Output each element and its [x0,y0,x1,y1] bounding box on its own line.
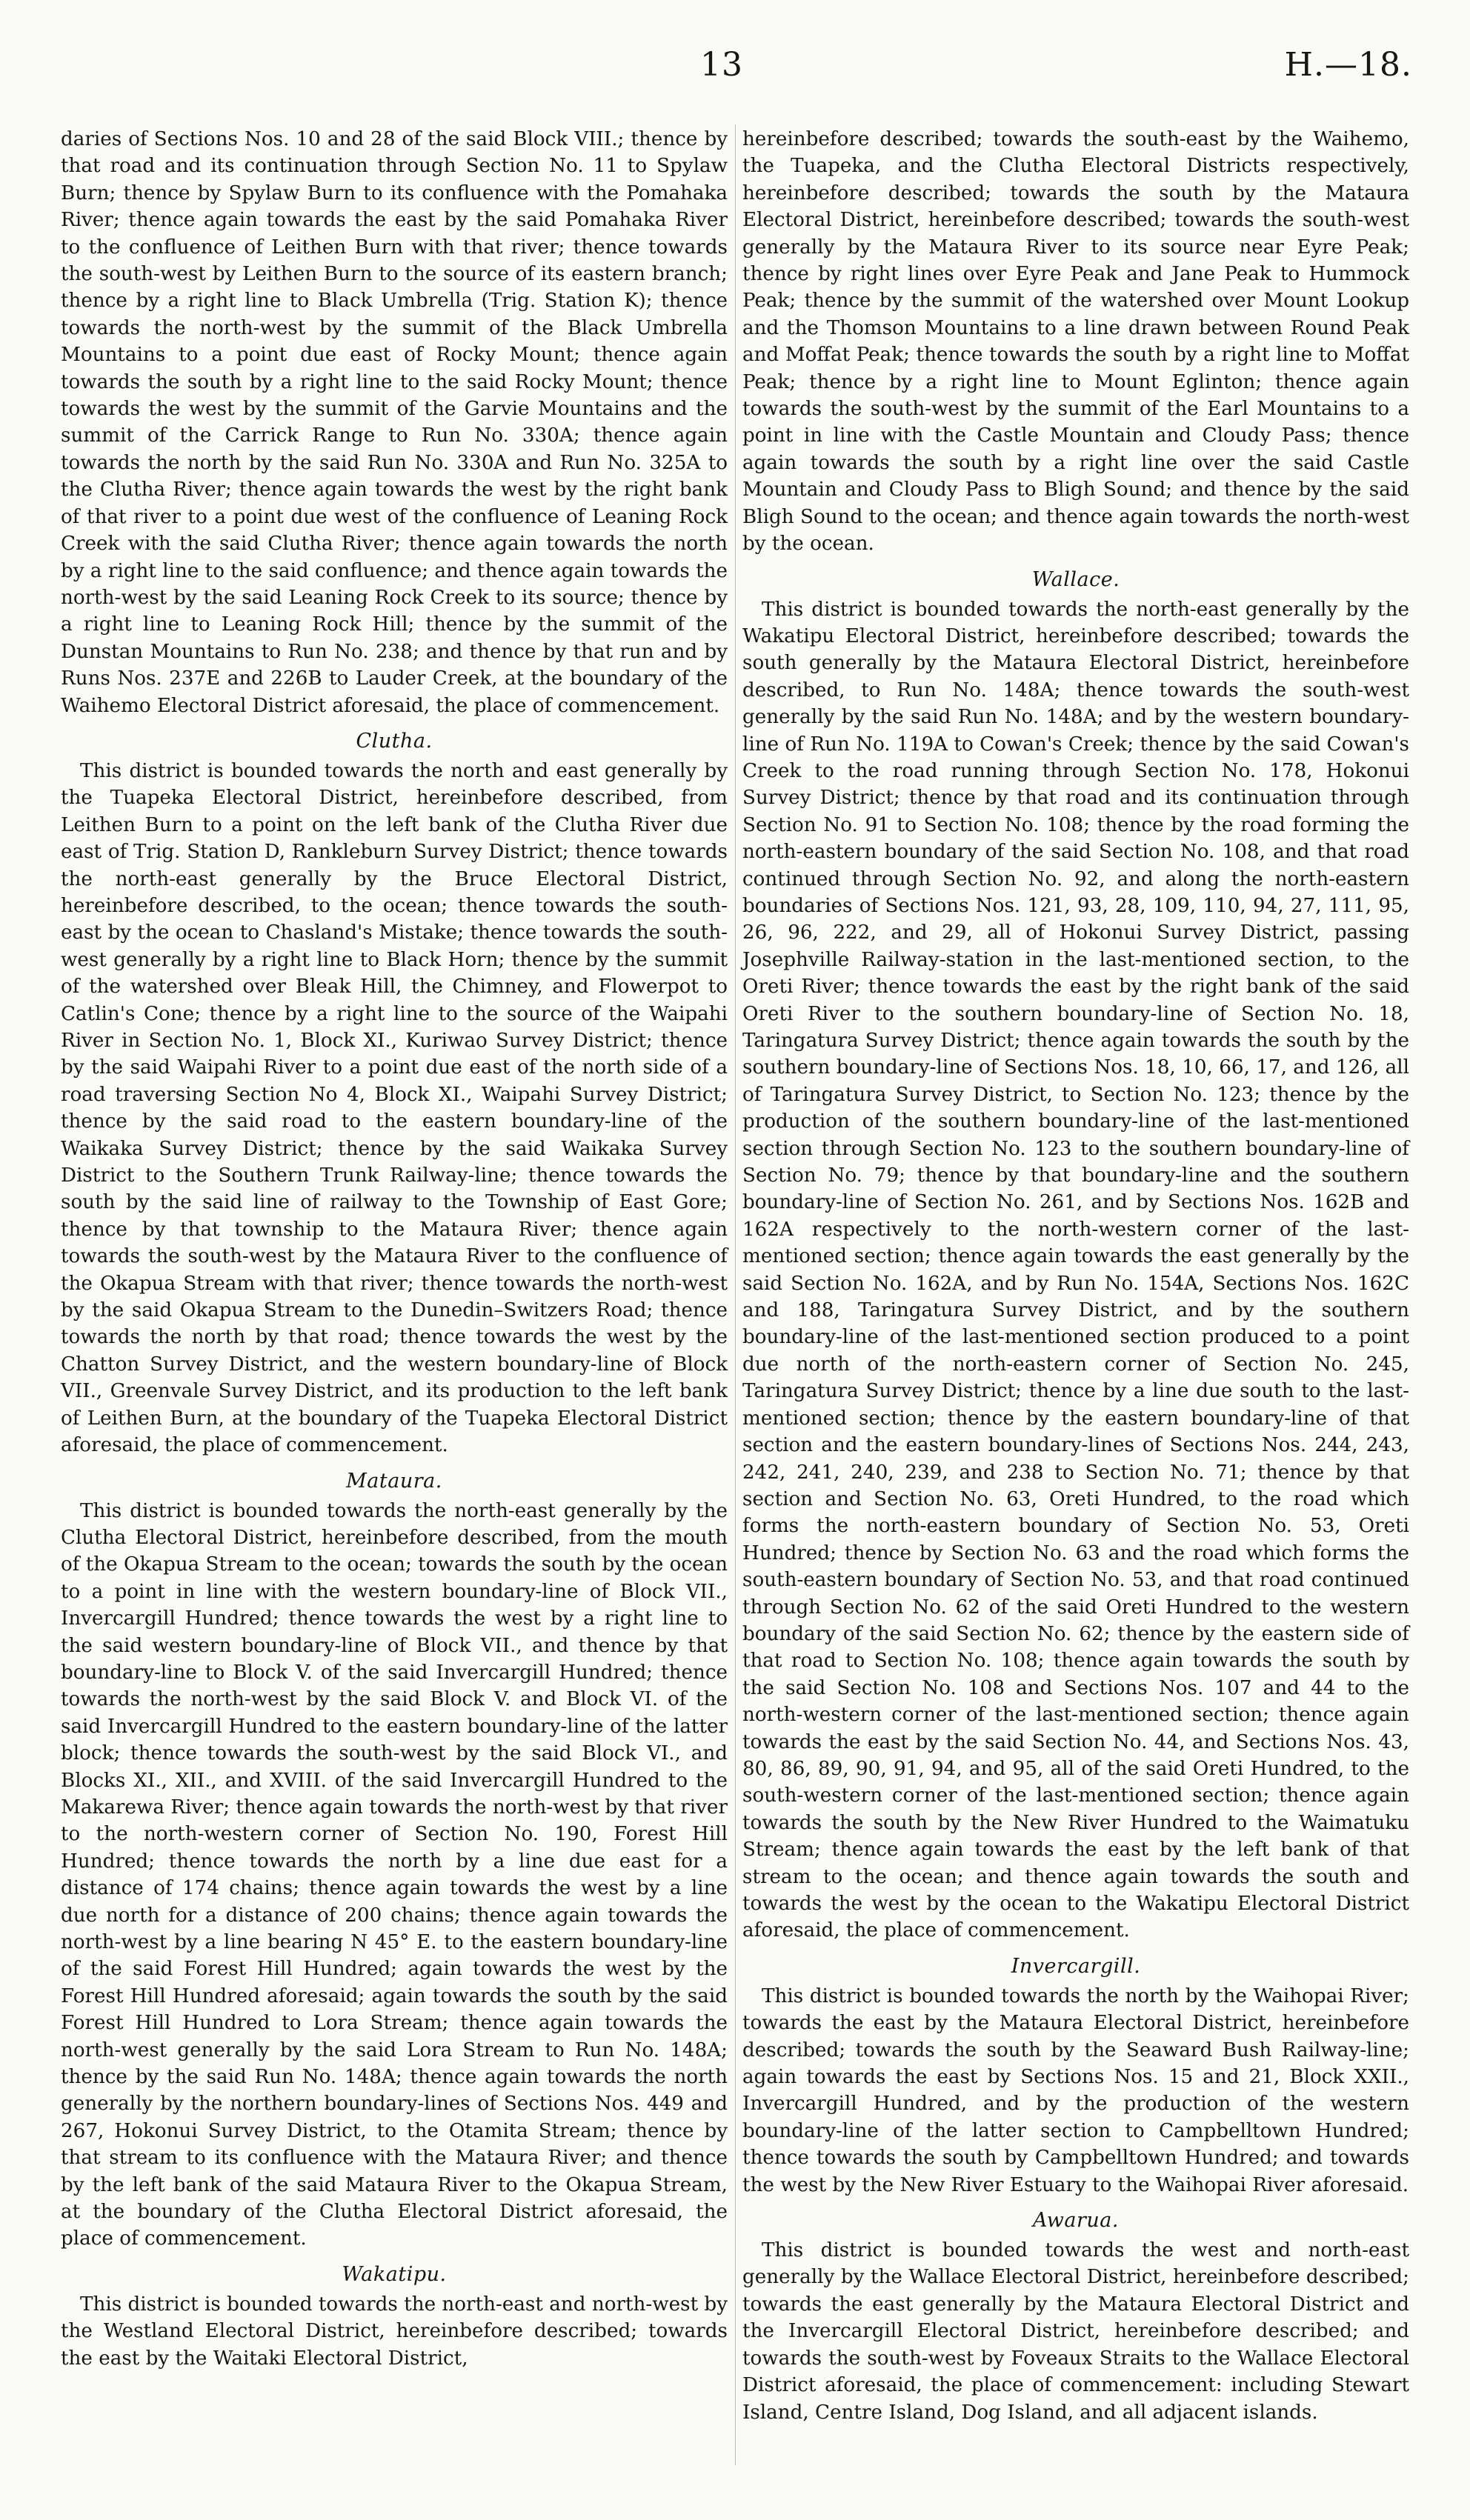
section-text-clutha: This district is bounded towards the north and east generally by the Tuapeka Electoral District, hereinbefore described, from Leithen Burn to a point on the left bank of the Clutha River due east of Trig. Station D, Rankleburn Survey District; thence towards the north-east generally by the Bruce Electoral District, hereinbefore described, to the ocean; thence towards the south-east by the ocean to Chasland's Mistake; thence towards the south-west generally by a right line to Black Horn; thence by the summit of the watershed over Bleak Hill, the Chimney, and Flowerpot to Catlin's Cone; thence by a right line to the source of the Waipahi River in Section No. 1, Block XI., Kuriwao Survey District; thence by the said Waipahi River to a point due east of the north side of a road traversing Section No 4, Block XI., Waipahi Survey District; thence by the said road to the eastern boundary-line of the Waikaka Survey District; thence by the said Waikaka Survey District to the Southern Trunk Railway-line; thence towards the south by the said line of railway to the Township of East Gore; thence by that township to the Mataura River; thence again towards the south-west by the Mataura River to the confluence of the Okapua Stream with that river; thence towards the north-west by the said Okapua Stream to the Dunedin–Switzers Road; thence towards the north by that road; thence towards the west by the Chatton Survey District, and the western boundary-line of Block VII., Greenvale Survey District, and its production to the left bank of Leithen Burn, at the boundary of the Tuapeka Electoral District aforesaid, the place of commencement. [61,759,728,1457]
continued-paragraph: daries of Sections Nos. 10 and 28 of the said Block VIII.; thence by that road and its continuation through Section No. 11 to Spylaw Burn; thence by Spylaw Burn to its confluence with the Pomahaka River; thence again towards the east by the said Pomahaka River to the confluence of Leithen Burn with that river; thence towards the south-west by Leithen Burn to the source of its eastern branch; thence by a right line to Black Umbrella (Trig. Station K); thence towards the north-west by the summit of the Black Umbrella Mountains to a point due east of Rocky Mount; thence again towards the south by a right line to the said Rocky Mount; thence towards the west by the summit of the Garvie Mountains and the summit of the Carrick Range to Run No. 330A; thence again towards the north by the said Run No. 330A and Run No. 325A to the Clutha River; thence again towards the west by the right bank of that river to a point due west of the confluence of Leaning Rock Creek with the said Clutha River; thence again towards the north by a right line to the said confluence; and thence again towards the north-west by the said Leaning Rock Creek to its source; thence by a right line to Leaning Rock Hill; thence by the summit of the Dunstan Mountains to Run No. 238; and thence by that run and by Runs Nos. 237E and 226B to Lauder Creek, at the boundary of the Waihemo Electoral District aforesaid, the place of commencement. [61,128,728,717]
column-divider [735,124,736,2465]
left-column [61,126,728,2372]
section-text-wakatipu: This district is bounded towards the north-east and north-west by the Westland Electoral District, hereinbefore described; towards the east by the Waitaki Electoral District, [61,2293,728,2370]
section-text-awarua: This district is bounded towards the west and north-east generally by the Wallace Electoral District, hereinbefore described; towards the east generally by the Mataura Electoral District and the Invercargill Electoral District, hereinbefore described; and towards the south-west by Foveaux Straits to the Wallace Electoral District aforesaid, the place of commencement: including Stewart Island, Centre Island, Dog Island, and all adjacent islands. [742,2239,1409,2424]
section-heading-clutha: Clutha. [356,729,433,753]
section-heading-wakatipu: Wakatipu. [342,2262,447,2286]
page-number: 13 [700,46,743,84]
page-header [0,46,1470,90]
section-heading-invercargill: Invercargill. [1011,1954,1141,1978]
section-text-invercargill: This district is bounded towards the north by the Waihopai River; towards the east by the Mataura Electoral District, hereinbefore described; towards the south by the Seaward Bush Railway-line; again towards the east by Sections Nos. 15 and 21, Block XXII., Invercargill Hundred, and by the production of the western boundary-line of the latter section to Campbelltown Hundred; thence towards the south by Campbelltown Hundred; and towards the west by the New River Estuary to the Waihopai River aforesaid. [742,1984,1409,2196]
section-text-wallace: This district is bounded towards the north-east generally by the Wakatipu Electoral District, hereinbefore described; towards the south generally by the Mataura Electoral District, hereinbefore described, to Run No. 148A; thence towards the south-west generally by the said Run No. 148A; and by the western boundary-line of Run No. 119A to Cowan's Creek; thence by the said Cowan's Creek to the road running through Section No. 178, Hokonui Survey District; thence by that road and its continuation through Section No. 91 to Section No. 108; thence by the road forming the north-eastern boundary of the said Section No. 108, and that road continued through Section No. 92, and along the north-eastern boundaries of Sections Nos. 121, 93, 28, 109, 110, 94, 27, 111, 95, 26, 96, 222, and 29, all of Hokonui Survey District, passing Josephville Railway-station in the last-mentioned section, to the Oreti River; thence towards the east by the right bank of the said Oreti River to the southern boundary-line of Section No. 18, Taringatura Survey District; thence again towards the south by the southern boundary-line of Sections Nos. 18, 10, 66, 17, and 126, all of Taringatura Survey District, to Section No. 123; thence by the production of the southern boundary-line of the last-mentioned section through Section No. 123 to the southern boundary-line of Section No. 79; thence by that boundary-line and the southern boundary-line of Section No. 261, and by Sections Nos. 162B and 162A respectively to the north-western corner of the last-mentioned section; thence again towards the east generally by the said Section No. 162A, and by Run No. 154A, Sections Nos. 162C and 188, Taringatura Survey District, and by the southern boundary-line of the last-mentioned section produced to a point due north of the north-eastern corner of Section No. 245, Taringatura Survey District; thence by a line due south to the last-mentioned section; thence by the eastern boundary-line of that section and the eastern boundary-lines of Sections Nos. 244, 243, 242, 241, 240, 239, and 238 to Section No. 71; thence by that section and Section No. 63, Oreti Hundred, to the road which forms the north-eastern boundary of Section No. 53, Oreti Hundred; thence by Section No. 63 and the road which forms the south-eastern boundary of Section No. 53, and that road continued through Section No. 62 of the said Oreti Hundred to the western boundary of the said Section No. 62; thence by the eastern side of that road to Section No. 108; thence again towards the south by the said Section No. 108 and Sections Nos. 107 and 44 to the north-western corner of the last-mentioned section; thence again towards the east by the said Section No. 44, and Sections Nos. 43, 80, 86, 89, 90, 91, 94, and 95, all of the said Oreti Hundred, to the south-western corner of the last-mentioned section; thence again towards the south by the New River Hundred to the Waimatuku Stream; thence again towards the east by the left bank of that stream to the ocean; and thence again towards the south and towards the west by the ocean to the Wakatipu Electoral District aforesaid, the place of commencement. [742,598,1409,1942]
section-text-mataura: This district is bounded towards the north-east generally by the Clutha Electoral District, hereinbefore described, from the mouth of the Okapua Stream to the ocean; towards the south by the ocean to a point in line with the western boundary-line of Block VII., Invercargill Hundred; thence towards the west by a right line to the said western boundary-line of Block VII., and thence by that boundary-line to Block V. of the said Invercargill Hundred; thence towards the north-west by the said Block V. and Block VI. of the said Invercargill Hundred to the eastern boundary-line of the latter block; thence towards the south-west by the said Block VI., and Blocks XI., XII., and XVIII. of the said Invercargill Hundred to the Makarewa River; thence again towards the north-west by that river to the north-western corner of Section No. 190, Forest Hill Hundred; thence towards the north by a line due east for a distance of 174 chains; thence again towards the west by a line due north for a distance of 200 chains; thence again towards the north-west by a line bearing N 45° E. to the eastern boundary-line of the said Forest Hill Hundred; again towards the west by the Forest Hill Hundred aforesaid; again towards the south by the said Forest Hill Hundred to Lora Stream; thence again towards the north-west generally by the said Lora Stream to Run No. 148A; thence by the said Run No. 148A; thence again towards the north generally by the northern boundary-lines of Sections Nos. 449 and 267, Hokonui Survey District, to the Otamita Stream; thence by that stream to its confluence with the Mataura River; and thence by the left bank of the said Mataura River to the Okapua Stream, at the boundary of the Clutha Electoral District aforesaid, the place of commencement. [61,1499,728,2250]
section-heading-awarua: Awarua. [1033,2209,1119,2233]
document-reference: H.—18. [1284,46,1412,84]
section-heading-wallace: Wallace. [1031,567,1120,591]
section-heading-mataura: Mataura. [346,1469,442,1493]
right-column [742,126,1409,2426]
continued-paragraph: hereinbefore described; towards the south-east by the Waihemo, the Tuapeka, and the Clutha Electoral Districts respectively, hereinbefore described; towards the south by the Mataura Electoral District, hereinbefore described; towards the south-west generally by the Mataura River to its source near Eyre Peak; thence by right lines over Eyre Peak and Jane Peak to Hummock Peak; thence by the summit of the watershed over Mount Lookup and the Thomson Mountains to a line drawn between Round Peak and Moffat Peak; thence towards the south by a right line to Moffat Peak; thence by a right line to Mount Eglinton; thence again towards the south-west by the summit of the Earl Mountains to a point in line with the Castle Mountain and Cloudy Pass; thence again towards the south by a right line over the said Castle Mountain and Cloudy Pass to Bligh Sound; and thence by the said Bligh Sound to the ocean; and thence again towards the north-west by the ocean. [742,128,1409,556]
